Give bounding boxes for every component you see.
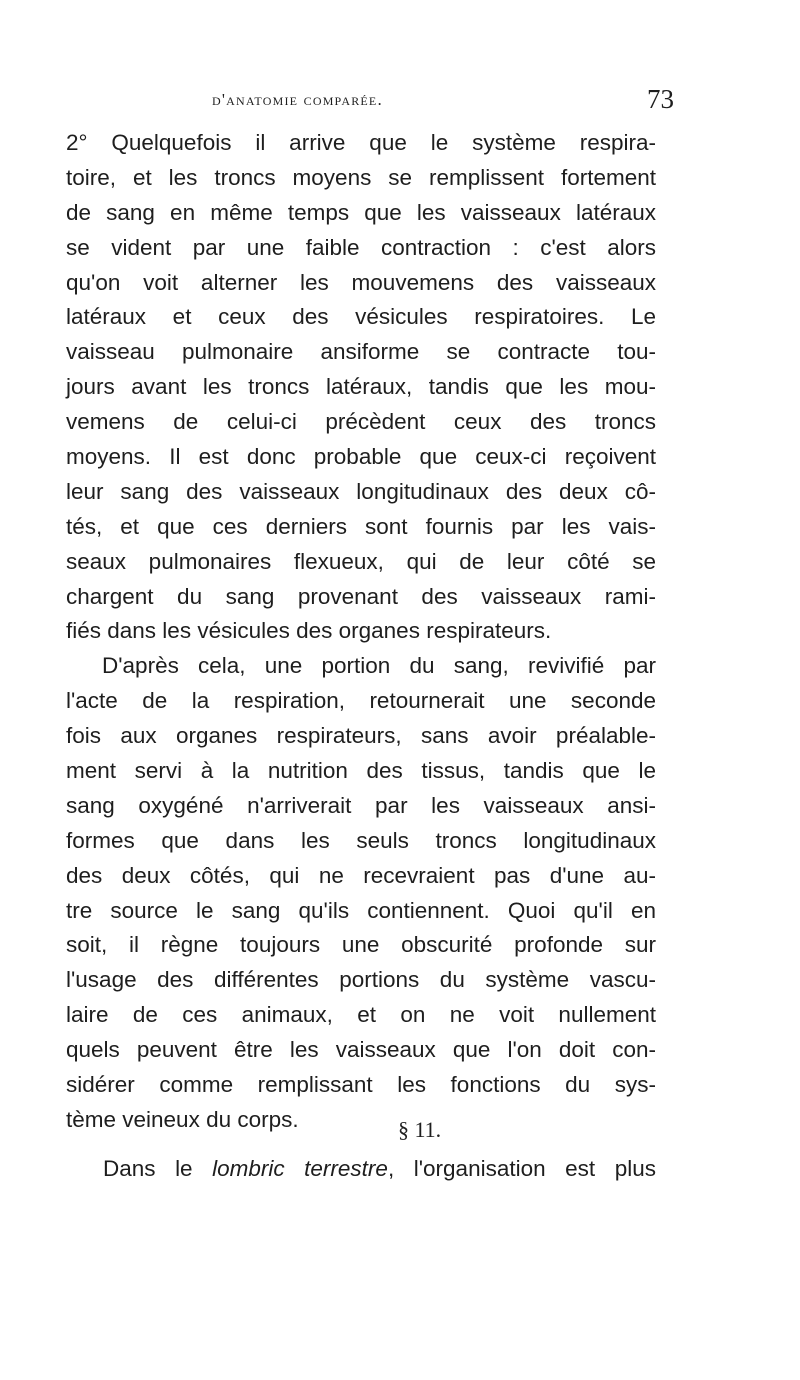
- text-line: se vident par une faible contraction : c'est alors: [66, 234, 656, 260]
- page-header: [212, 84, 674, 124]
- text-line: de sang en même temps que les vaisseaux latéraux: [66, 199, 656, 225]
- final-lead: Dans le: [103, 1156, 213, 1181]
- body-text: [66, 126, 656, 1138]
- text-line: fois aux organes respirateurs, sans avoir préalable-: [66, 723, 656, 749]
- running-head: d'anatomie comparée.: [212, 90, 383, 109]
- text-line: ment servi à la nutrition des tissus, tandis que le: [66, 758, 656, 784]
- text-line: D'après cela, une portion du sang, revivifié par: [102, 653, 656, 679]
- text-line: qu'on voit alterner les mouvemens des vaisseaux: [66, 269, 656, 295]
- text-line: l'acte de la respiration, retournerait une seconde: [66, 688, 656, 714]
- text-line: quels peuvent être les vaisseaux que l'on doit con-: [66, 1037, 656, 1063]
- text-line: sidérer comme remplissant les fonctions du sys-: [66, 1072, 656, 1098]
- page-number: 73: [647, 84, 674, 114]
- text-line: tre source le sang qu'ils contiennent. Quoi qu'il en: [66, 897, 656, 923]
- final-tail: , l'organisation est plus: [387, 1156, 656, 1181]
- text-line: 2° Quelquefois il arrive que le système respira-: [66, 130, 656, 155]
- text-line: l'usage des différentes portions du système vascu-: [66, 967, 656, 993]
- text-line: des deux côtés, qui ne recevraient pas d'une au-: [66, 862, 656, 888]
- text-line: leur sang des vaisseaux longitudinaux des deux cô-: [66, 478, 656, 504]
- final-paragraph-line: [103, 1152, 656, 1187]
- text-line: laire de ces animaux, et on ne voit nullement: [66, 1002, 656, 1028]
- text-line: fiés dans les vésicules des organes respirateurs.: [66, 618, 552, 644]
- text-line: sang oxygéné n'arriverait par les vaisseaux ansi-: [66, 792, 656, 818]
- text-line: tème veineux du corps.: [66, 1106, 299, 1132]
- text-line: tés, et que ces derniers sont fournis par les vais-: [66, 513, 656, 539]
- text-line: vaisseau pulmonaire ansiforme se contracte tou-: [66, 339, 656, 365]
- text-line: jours avant les troncs latéraux, tandis que les mou-: [66, 374, 656, 400]
- section-heading: § 11.: [398, 1117, 442, 1142]
- text-line: toire, et les troncs moyens se remplissent fortement: [66, 164, 656, 190]
- text-line: latéraux et ceux des vésicules respiratoires. Le: [66, 304, 656, 330]
- text-line: vemens de celui-ci précèdent ceux des troncs: [66, 409, 656, 435]
- species-name: lombric terrestre: [212, 1156, 388, 1181]
- text-line: seaux pulmonaires flexueux, qui de leur côté se: [66, 548, 656, 574]
- text-line: moyens. Il est donc probable que ceux-ci reçoivent: [66, 444, 656, 470]
- text-line: chargent du sang provenant des vaisseaux rami-: [66, 583, 656, 609]
- text-line: formes que dans les seuls troncs longitudinaux: [66, 827, 656, 853]
- text-line: soit, il règne toujours une obscurité profonde sur: [66, 932, 656, 958]
